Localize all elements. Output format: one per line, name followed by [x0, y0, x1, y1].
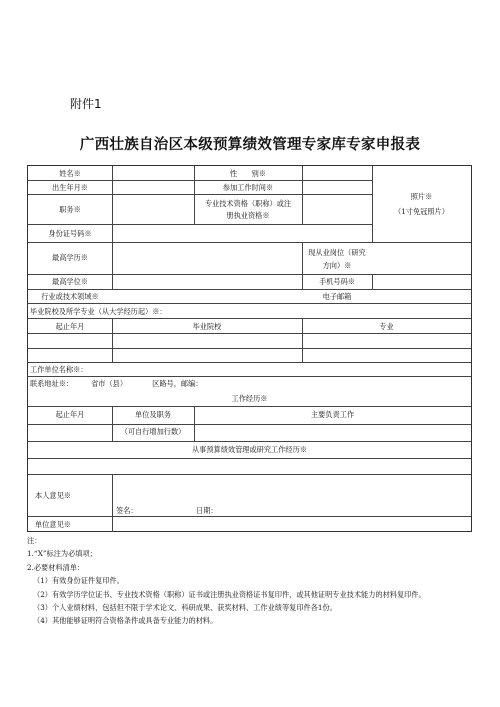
employer-label: 工作单位名称※：: [30, 365, 88, 374]
row-divider: [28, 194, 372, 195]
note-line: 1.“X”标注为必填项；: [27, 549, 97, 559]
add-rows-note: （可自行增加行数）: [120, 427, 186, 436]
row-divider: [28, 318, 471, 319]
work-history-label: 工作经历※: [231, 394, 268, 403]
gender-label: 性 别※: [230, 169, 266, 178]
date-label: 日期：: [196, 506, 218, 515]
signature-label: 签名：: [116, 506, 138, 515]
degree-label: 最高学位※: [52, 277, 88, 286]
note-line: （2）有效学历学位证书、专业技术资格（职称）证书或注册执业资格证书复印件，或其他证明专业技术能力的材料复印件。: [33, 589, 426, 599]
note-line: （4）其他能够证明符合资格条件或具备专业能力的材料。: [33, 616, 218, 626]
period-header: 起止年月: [55, 322, 85, 331]
note-line: （3）个人业绩材料，包括但不限于学术论文、科研成果、获奖材料、工作业绩等复印件各1份。: [33, 603, 337, 613]
major-header: 专业: [379, 322, 394, 331]
note-line: 2.必要材料清单：: [27, 562, 85, 572]
unit-opinion-label: 单位意见※: [35, 520, 71, 529]
school-header: 毕业院校: [192, 322, 222, 331]
col-divider: [112, 474, 113, 532]
col-divider: [372, 166, 373, 242]
main-work-header: 主要负责工作: [310, 410, 355, 419]
note-line: （1）有效身份证件复印件。: [33, 576, 124, 586]
education-history-label: 毕业院校及所学专业（从大学经历起）※：: [30, 307, 167, 316]
row-divider: [28, 333, 471, 334]
mobile-label: 手机号码※: [319, 277, 355, 286]
row-divider: [28, 348, 471, 349]
personal-opinion-label: 本人意见※: [35, 491, 71, 500]
row-divider: [28, 303, 471, 304]
row-divider: [28, 274, 471, 275]
row-divider: [28, 224, 372, 225]
row-divider: [28, 516, 471, 517]
name-label: 姓名※: [59, 169, 81, 178]
notes-section: [27, 534, 426, 628]
current-post-label-1: 现从业岗位（研究: [308, 248, 366, 257]
qualification-label-2: 册执业资格※: [226, 211, 270, 220]
row-divider: [28, 362, 471, 363]
performance-experience-label: 从事预算绩效管理或研究工作经历※: [191, 445, 307, 454]
form-title: 广西壮族自治区本级预算绩效管理专家库专家申报表: [79, 137, 421, 153]
col-divider: [372, 274, 373, 289]
row-divider: [28, 180, 372, 181]
id-number-label: 身份证号码※: [48, 229, 92, 238]
unit-job-header: 单位及职务: [135, 410, 171, 419]
period2-header: 起止年月: [55, 410, 85, 419]
row-divider: [28, 458, 471, 459]
work-start-label: 参加工作时间※: [222, 183, 274, 192]
address-label: 联系地址※： 省市（县） 区路号，邮编：: [30, 379, 203, 388]
current-post-label-2: 方向）※: [322, 261, 352, 270]
annex-label: 附件1: [70, 97, 102, 111]
row-divider: [28, 474, 471, 475]
birth-label: 出生年月※: [52, 183, 88, 192]
row-divider: [28, 441, 471, 442]
col-divider: [112, 166, 113, 289]
row-divider: [28, 289, 471, 290]
photo-label: 照片※: [410, 192, 433, 201]
education-label: 最高学历※: [52, 253, 88, 262]
position-label: 职务※: [59, 205, 81, 214]
col-divider: [302, 166, 303, 224]
row-divider: [28, 376, 471, 377]
email-label: 电子邮箱: [322, 292, 352, 301]
row-divider: [28, 424, 471, 425]
notes-heading: 注：: [27, 536, 42, 545]
row-divider: [28, 242, 471, 243]
row-divider: [28, 406, 471, 407]
photo-note: （1寸免冠照片）: [394, 207, 449, 216]
qualification-label-1: 专业技术资格（职称）或注: [204, 199, 292, 208]
field-label: 行业或技术领域※: [41, 292, 99, 301]
application-form-table: [27, 165, 472, 532]
